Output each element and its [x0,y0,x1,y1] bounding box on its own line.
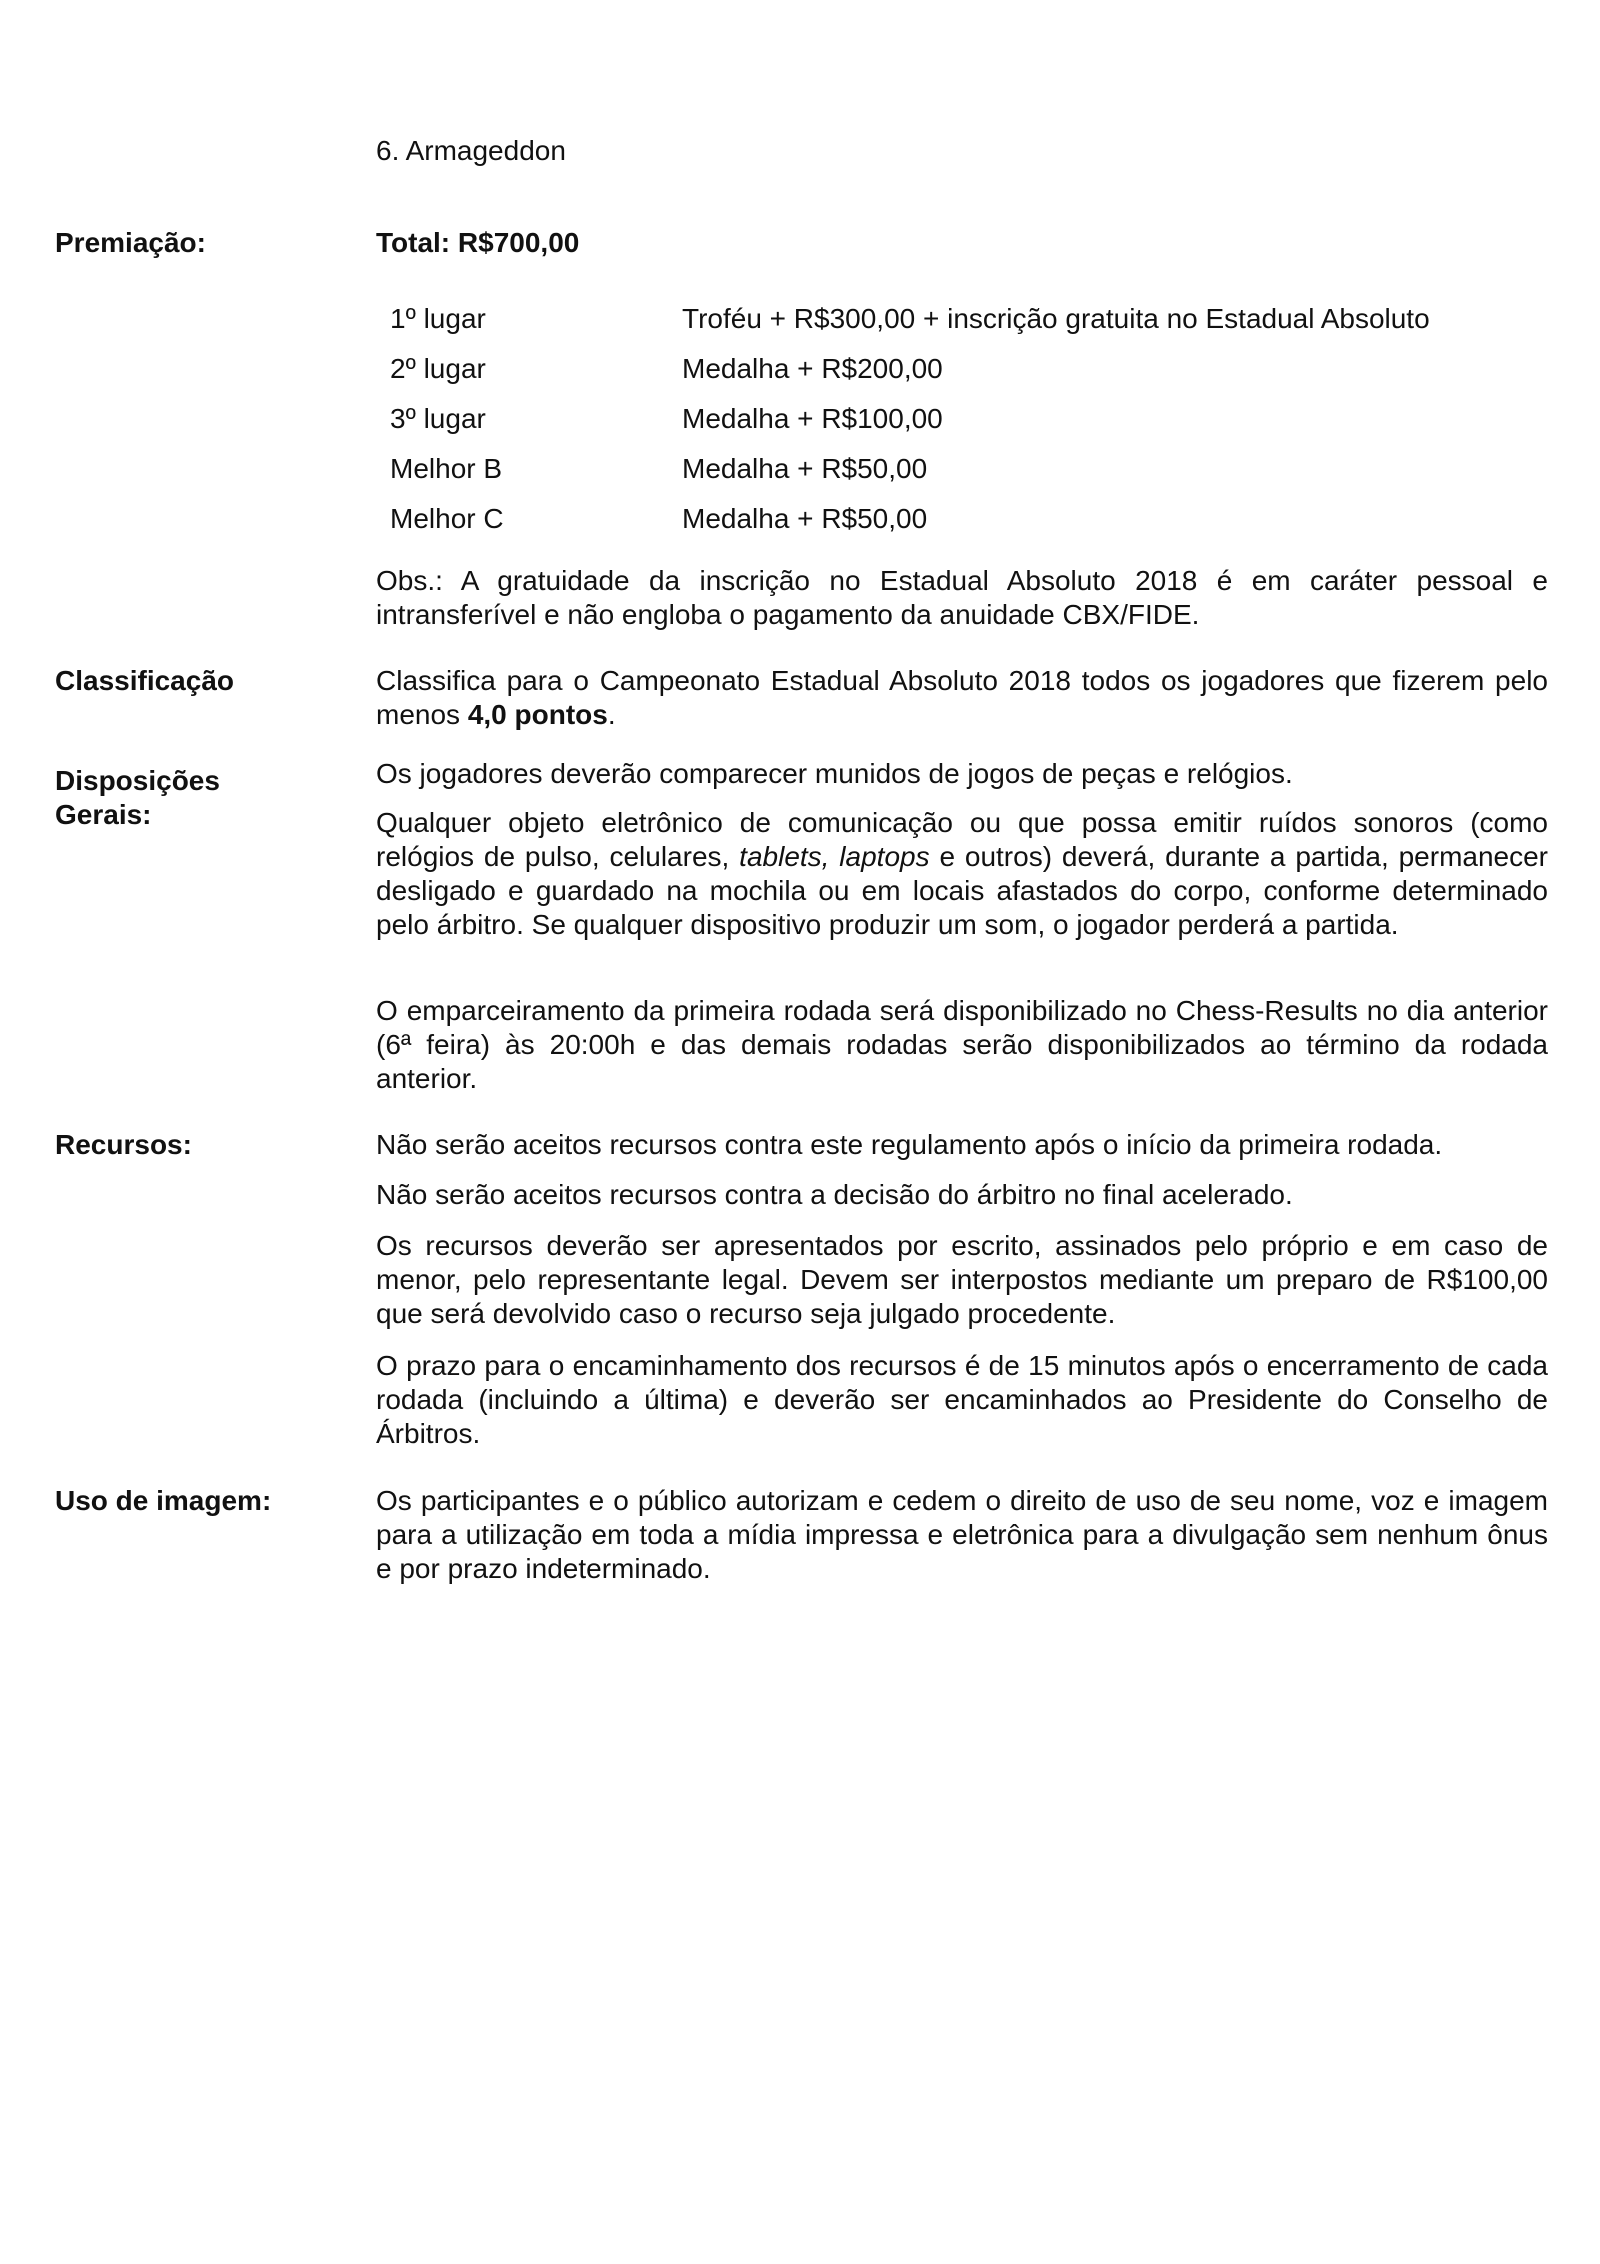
disposicoes-label [55,764,355,832]
prize-place: Melhor C [390,503,504,534]
classificacao-text-end: . [607,699,616,730]
disposicoes-p1: Os jogadores deverão comparecer munidos de jogos de peças e relógios. [376,758,1293,789]
recursos-p2: Não serão aceitos recursos contra a decisão do árbitro no final acelerado. [376,1179,1293,1210]
disposicoes-p3: O emparceiramento da primeira rodada será disponibilizado no Chess-Results no dia anterior (6ª feira) às 20:00h e das demais rodadas serão disponibilizados ao término da rodada anterior. [376,995,1548,1094]
prize-place: 2º lugar [390,353,486,384]
prize-place: Melhor B [390,453,503,484]
uso-imagem-text: Os participantes e o público autorizam e cedem o direito de uso de seu nome, voz e imagem para a utilização em toda a mídia impressa e eletrônica para a divulgação sem nenhum ônus e por prazo indeterminado. [376,1485,1548,1584]
prize-reward: Medalha + R$200,00 [682,353,943,384]
uso-imagem-label: Uso de imagem: [55,1485,272,1516]
disposicoes-p2-start: Qualquer objeto eletrônico de comunicação ou que possa emitir ruídos sonoros (como relógios de pulso, celulares, [376,807,1548,872]
prize-reward: Medalha + R$50,00 [682,503,928,534]
disposicoes-p2-end: e outros) deverá, durante a partida, permanecer desligado e guardado na mochila ou em locais afastados do corpo, conforme determinado pelo árbitro. Se qualquer dispositivo produzir um som, o jogador perderá a partida. [376,841,1549,940]
disposicoes-p2-devices: tablets, laptops [739,841,930,872]
prize-reward: Troféu + R$300,00 + inscrição gratuita no Estadual Absoluto [682,303,1430,334]
recursos-p1: Não serão aceitos recursos contra este regulamento após o início da primeira rodada. [376,1129,1443,1160]
prize-reward: Medalha + R$50,00 [682,453,928,484]
prize-reward: Medalha + R$100,00 [682,403,943,434]
classificacao-text [376,664,1548,732]
disposicoes-label-line2: Gerais: [55,799,152,830]
disposicoes-label-line1: Disposições [55,765,220,796]
classificacao-points: 4,0 pontos [467,699,608,730]
recursos-p3: Os recursos deverão ser apresentados por escrito, assinados pelo próprio e em caso de menor, pelo representante legal. Devem ser interpostos mediante um preparo de R$100,00 que será devolvido caso o recurso seja julgado procedente. [376,1230,1548,1329]
prize-total: Total: R$700,00 [376,227,580,258]
disposicoes-p2 [376,806,1548,942]
recursos-p4: O prazo para o encaminhamento dos recursos é de 15 minutos após o encerramento de cada rodada (incluindo a última) e deverão ser encaminhados ao Presidente do Conselho de Árbitros. [376,1350,1548,1449]
prize-place: 1º lugar [390,303,486,334]
classificacao-text-start: Classifica para o Campeonato Estadual Absoluto 2018 todos os jogadores que fizerem pelo menos [376,665,1548,730]
premiacao-label: Premiação: [55,227,206,258]
section-item-armageddon: 6. Armageddon [376,135,566,166]
prize-obs: Obs.: A gratuidade da inscrição no Estadual Absoluto 2018 é em caráter pessoal e intransferível e não engloba o pagamento da anuidade CBX/FIDE. [376,565,1548,630]
classificacao-label: Classificação [55,665,234,696]
recursos-label: Recursos: [55,1129,192,1160]
prize-place: 3º lugar [390,403,486,434]
